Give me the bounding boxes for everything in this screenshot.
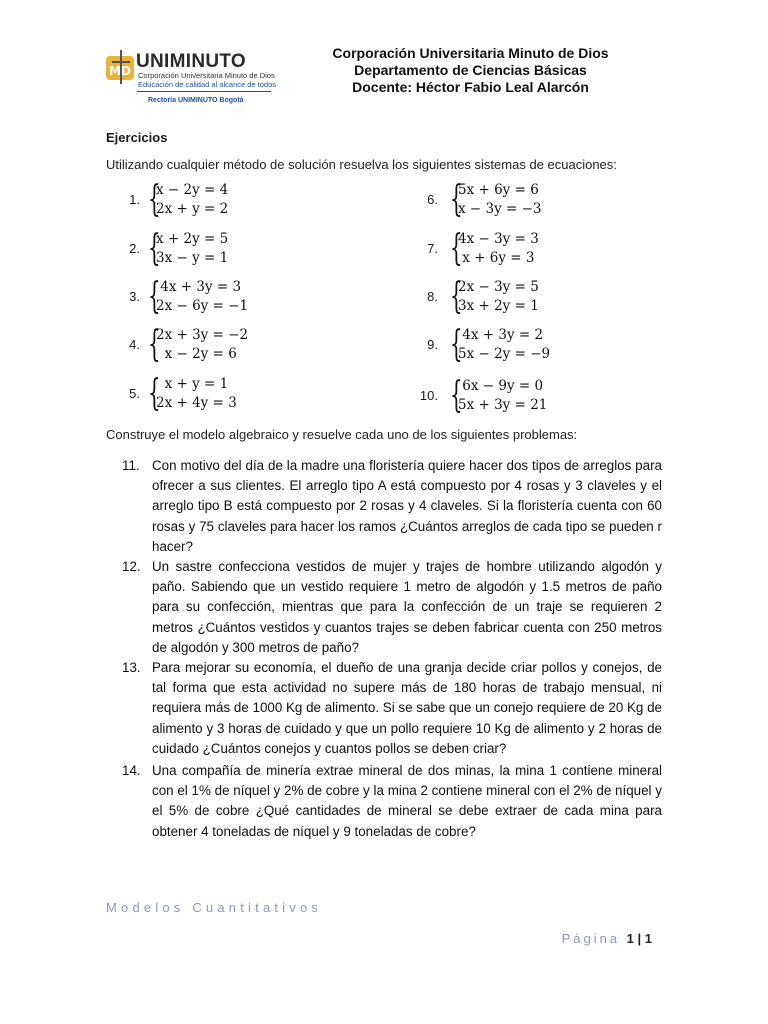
- brace-icon: {: [148, 228, 161, 269]
- header-teacher: Docente: Héctor Fabio Leal Alarcón: [352, 79, 589, 95]
- brace-icon: {: [450, 228, 463, 269]
- equation-2: x − 2y = 6: [156, 346, 237, 362]
- equation-2: 3x + 2y = 1: [458, 298, 539, 314]
- equation-1: 5x + 6y = 6: [458, 182, 539, 198]
- problem-text: Para mejorar su economía, el dueño de una granja decide criar pollos y conejos, de tal forma que esta actividad no supere más de 180 horas de trabajo mensual, ni requiera más de 1000 Kg de alimento. Si se sabe que un conejo requiere de 20 Kg de alimento y 3 horas de cuidado y que un pollo requiere 10 Kg de alimento y 2 horas de cuidado ¿Cuántos conejos y cuantos pollos se deben criar?: [152, 660, 662, 756]
- problem-text: Una compañía de minería extrae mineral de dos minas, la mina 1 contiene mineral con el 1% de níquel y 2% de cobre y la mina 2 contiene mineral con el 2% de níquel y el 5% de cobre ¿Qué cantidades de mineral se debe extraer de cada mina para obtener 4 toneladas de níquel y 9 toneladas de cobre?: [152, 763, 662, 839]
- equation-1: 4x + 3y = 2: [458, 327, 544, 343]
- equation-1: 2x + 3y = −2: [156, 327, 249, 343]
- brace-icon: {: [450, 375, 463, 416]
- system-number: 6.: [427, 192, 438, 207]
- problem-text: Con motivo del día de la madre una floristería quiere hacer dos tipos de arreglos para ofrecer a sus clientes. El arreglo tipo A está compuesto por 4 rosas y 3 claveles y el arreglo tipo B está compuesto por 2 rosas y 4 claveles. Si la floristería cuenta con 60 rosas y 75 claveles para hacer los ramos ¿Cuántos arreglos de cada tipo se pueden r hacer?: [152, 458, 662, 554]
- header-institution: Corporación Universitaria Minuto de Dios: [332, 45, 609, 61]
- md-logo-icon: [104, 50, 138, 84]
- system-number: 10.: [419, 388, 438, 403]
- problem-11: [122, 456, 662, 557]
- equation-2: 5x + 3y = 21: [458, 397, 548, 413]
- problem-13: [122, 658, 662, 759]
- logo-name: UNIMINUTO: [136, 51, 247, 72]
- problem-12: [122, 557, 662, 658]
- system-number: 1.: [129, 192, 140, 207]
- equation-1: x + y = 1: [156, 376, 229, 392]
- instruction-problems: Construye el modelo algebraico y resuelve cada uno de los siguientes problemas:: [106, 427, 578, 442]
- equation-2: 5x − 2y = −9: [458, 346, 551, 362]
- logo-rectoria: Rectoría UNIMINUTO Bogotá: [148, 97, 244, 104]
- page-label: Página: [561, 931, 621, 946]
- instruction-systems: Utilizando cualquier método de solución resuelva los siguientes sistemas de ecuaciones:: [106, 157, 617, 172]
- logo-subtitle: Corporación Universitaria Minuto de Dios: [138, 71, 275, 80]
- logo-mark-text: MD: [109, 64, 131, 78]
- header-department: Departamento de Ciencias Básicas: [354, 62, 587, 78]
- brace-icon: {: [148, 373, 161, 414]
- equation-1: x − 2y = 4: [156, 182, 229, 198]
- equation-2: 2x + 4y = 3: [156, 395, 237, 411]
- system-number: 4.: [129, 337, 140, 352]
- page-number: 1 | 1: [626, 931, 652, 946]
- system-number: 5.: [129, 386, 140, 401]
- brace-icon: {: [450, 179, 463, 220]
- system-number: 2.: [129, 241, 140, 256]
- problem-14: [122, 761, 662, 842]
- system-number: 7.: [427, 241, 438, 256]
- problem-number: 13.: [122, 660, 141, 675]
- equation-2: x + 6y = 3: [458, 250, 535, 266]
- brace-icon: {: [148, 324, 161, 365]
- equation-2: 3x − y = 1: [156, 250, 229, 266]
- problem-number: 11.: [122, 458, 140, 473]
- brace-icon: {: [148, 276, 161, 317]
- equation-1: 4x + 3y = 3: [156, 279, 242, 295]
- equation-1: x + 2y = 5: [156, 231, 229, 247]
- equation-1: 6x − 9y = 0: [458, 378, 544, 394]
- brace-icon: {: [450, 324, 463, 365]
- brace-icon: {: [148, 179, 161, 220]
- system-number: 9.: [427, 337, 438, 352]
- brace-icon: {: [450, 276, 463, 317]
- footer-course: Modelos Cuantitativos: [106, 900, 323, 915]
- problem-number: 14.: [122, 763, 141, 778]
- footer-page: [562, 931, 652, 946]
- logo-slogan: Educación de calidad al alcance de todos: [138, 80, 277, 89]
- system-number: 8.: [427, 289, 438, 304]
- section-title: Ejercicios: [106, 130, 168, 145]
- equation-2: 2x + y = 2: [156, 201, 229, 217]
- equation-2: x − 3y = −3: [458, 201, 542, 217]
- system-number: 3.: [129, 289, 140, 304]
- equation-1: 4x − 3y = 3: [458, 231, 539, 247]
- logo-divider: [137, 91, 271, 92]
- problem-text: Un sastre confecciona vestidos de mujer y trajes de hombre utilizando algodón y paño. Sabiendo que un vestido requiere 1 metro de algodón y 1.5 metros de paño para su confección, mientras que para la confección de un traje se requieren 2 metros ¿Cuántos vestidos y cuantos trajes se deben fabricar cuenta con 250 metros de algodón y 300 metros de paño?: [152, 559, 662, 655]
- equation-2: 2x − 6y = −1: [156, 298, 249, 314]
- problem-number: 12.: [122, 559, 141, 574]
- uniminuto-logo: [104, 42, 277, 112]
- equation-1: 2x − 3y = 5: [458, 279, 539, 295]
